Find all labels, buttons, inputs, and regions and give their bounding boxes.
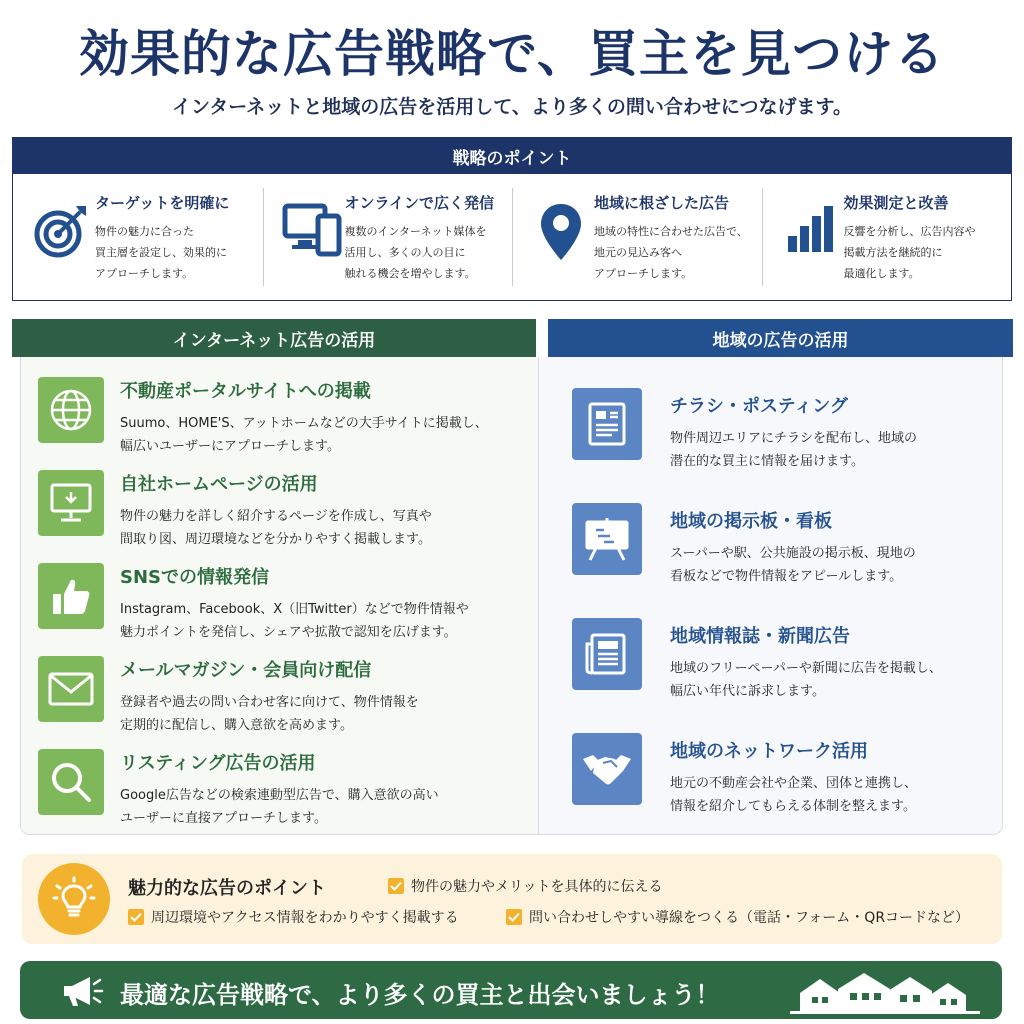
board-icon: [572, 503, 642, 575]
handshake-icon: [572, 733, 642, 805]
houses-icon: [790, 969, 980, 1019]
ads-columns: [20, 357, 1003, 835]
internet-item-portal: 不動産ポータルサイトへの掲載 Suumo、HOME'S、アットホームなどの大手サイトに掲載し、 幅広いユーザーにアプローチします。: [38, 377, 488, 458]
page-subtitle: インターネットと地域の広告を活用して、より多くの問い合わせにつなげます。: [171, 96, 852, 118]
internet-item-listing: リスティング広告の活用 Google広告などの検索連動型広告で、購入意欲の高い ユーザーに直接アプローチします。: [38, 749, 439, 830]
internet-item-sns: SNSでの情報発信 Instagram、Facebook、X（旧Twitter）などで物件情報や 魅力ポイントを発信し、シェアや拡散で認知を広げます。: [38, 563, 469, 644]
strategy-point-online: オンラインで広く発信 複数のインターネット媒体を 活用し、多くの人の目に 触れる機会を増やします。: [263, 174, 513, 300]
monitor-icon: [38, 470, 104, 536]
ad-points-panel: [22, 854, 1002, 944]
globe-icon: [38, 377, 104, 443]
strategy-point-target: ターゲットを明確に 物件の魅力に合った 買主層を設定し、効果的に アプローチします。: [13, 174, 263, 300]
local-item-newspaper: 地域情報誌・新聞広告 地域のフリーペーパーや新聞に広告を掲載し、 幅広い年代に訴求します。: [572, 618, 942, 703]
strategy-heading: 戦略のポイント: [13, 138, 1011, 174]
local-item-flyer: チラシ・ポスティング 物件周辺エリアにチラシを配布し、地域の 潜在的な買主に情報を届けます。: [572, 388, 917, 473]
ad-points-title: 魅力的な広告のポイント: [128, 878, 326, 899]
ad-check-item: 物件の魅力やメリットを具体的に伝える: [388, 876, 662, 896]
checkbox-checked-icon: [128, 909, 144, 925]
ad-check-item: 問い合わせしやすい導線をつくる（電話・フォーム・QRコードなど）: [506, 907, 969, 927]
megaphone-icon: [60, 974, 104, 1012]
devices-icon: [279, 192, 345, 300]
search-icon: [38, 749, 104, 815]
lightbulb-icon: [38, 863, 110, 935]
strategy-panel: [12, 137, 1012, 301]
newspaper-icon: [572, 618, 642, 690]
local-item-board: 地域の掲示板・看板 スーパーや駅、公共施設の掲示板、現地の 看板などで物件情報をアピールします。: [572, 503, 916, 588]
flyer-icon: [572, 388, 642, 460]
checkbox-checked-icon: [506, 909, 522, 925]
internet-item-mail: メールマガジン・会員向け配信 登録者や過去の問い合わせ客に向けて、物件情報を 定期的に配信し、購入意欲を高めます。: [38, 656, 419, 737]
closing-message: 最適な広告戦略で、より多くの買主と出会いましょう！: [120, 981, 720, 1009]
map-pin-icon: [528, 192, 594, 300]
local-item-network: 地域のネットワーク活用 地元の不動産会社や企業、団体と連携し、 情報を紹介してもらえる体制を整えます。: [572, 733, 917, 818]
mail-icon: [38, 656, 104, 722]
local-ads-heading: 地域の広告の活用: [548, 319, 1013, 357]
page-title: 効果的な広告戦略で、買主を見つける: [79, 24, 945, 83]
closing-banner: [20, 961, 1002, 1019]
checkbox-checked-icon: [388, 878, 404, 894]
strategy-point-local: 地域に根ざした広告 地域の特性に合わせた広告で、 地元の見込み客へ アプローチします。: [512, 174, 762, 300]
thumbs-up-icon: [38, 563, 104, 629]
ad-check-item: 周辺環境やアクセス情報をわかりやすく掲載する: [128, 907, 459, 927]
internet-ads-heading: インターネット広告の活用: [12, 319, 536, 357]
bar-chart-icon: [778, 192, 844, 300]
internet-item-homepage: 自社ホームページの活用 物件の魅力を詳しく紹介するページを作成し、写真や 間取り図、周辺環境などを分かりやすく掲載します。: [38, 470, 432, 551]
strategy-point-measure: 効果測定と改善 反響を分析し、広告内容や 掲載方法を継続的に 最適化します。: [762, 174, 1012, 300]
target-icon: [29, 192, 95, 300]
